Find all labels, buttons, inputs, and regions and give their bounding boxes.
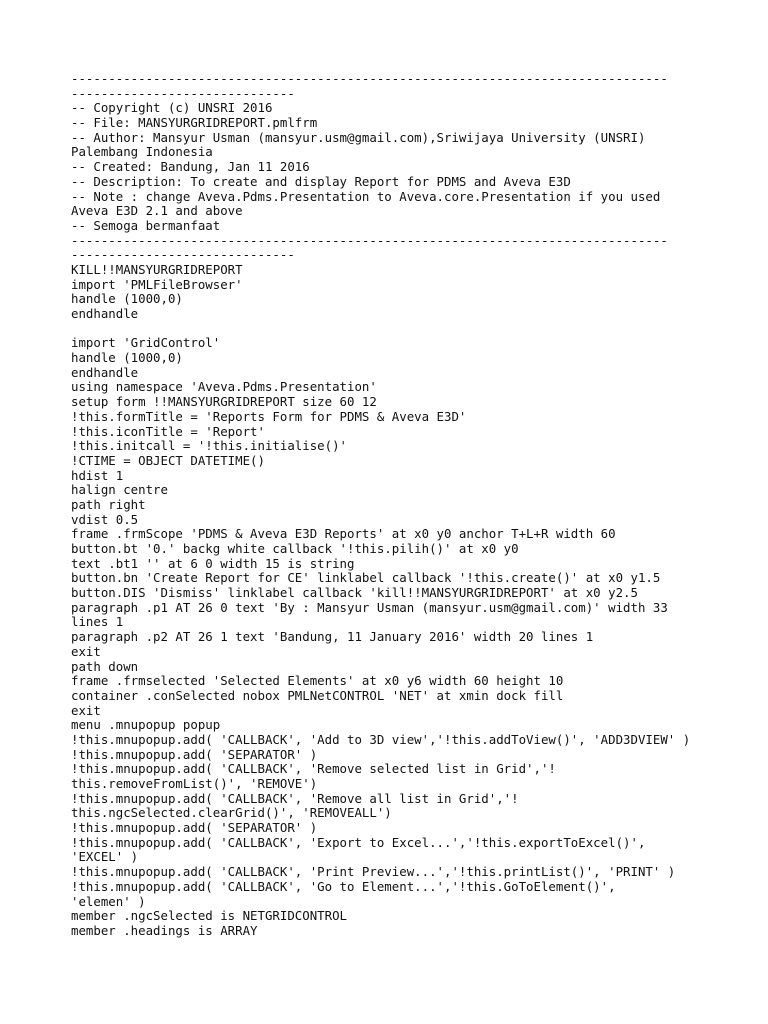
- code-line: frame .frmselected 'Selected Elements' at x0 y6 width 60 height 10: [71, 673, 564, 689]
- code-line: !this.mnupopup.add( 'CALLBACK', 'Export to Excel...','!this.exportToExcel()',: [71, 834, 646, 850]
- code-line: endhandle: [71, 364, 139, 380]
- code-line: halign centre: [71, 482, 168, 498]
- code-line: -- Description: To create and display Report for PDMS and Aveva E3D: [71, 173, 571, 189]
- code-line: path right: [71, 496, 146, 512]
- code-line: !this.mnupopup.add( 'CALLBACK', 'Add to 3D view','!this.addToView()', 'ADD3DVIEW' ): [71, 731, 691, 747]
- code-line: this.ngcSelected.clearGrid()', 'REMOVEALL'): [71, 805, 392, 821]
- code-line: import 'PMLFileBrowser': [71, 276, 243, 292]
- code-line: !CTIME = OBJECT DATETIME(): [71, 452, 265, 468]
- code-line: !this.mnupopup.add( 'CALLBACK', 'Go to Element...','!this.GoToElement()',: [71, 878, 616, 894]
- code-line: paragraph .p2 AT 26 1 text 'Bandung, 11 January 2016' width 20 lines 1: [71, 629, 594, 645]
- code-line: endhandle: [71, 306, 139, 321]
- code-line: button.bt '0.' backg white callback '!this.pilih()' at x0 y0: [71, 541, 519, 556]
- code-line: -- File: MANSYURGRIDREPORT.pmlfrm: [71, 115, 318, 131]
- code-line: Palembang Indonesia: [71, 144, 213, 160]
- code-line: hdist 1: [71, 467, 124, 483]
- code-line: exit: [71, 702, 101, 718]
- code-line: ------------------------------: [71, 247, 295, 263]
- code-line: --------------------------------------------------------------------------------: [71, 71, 668, 86]
- code-line: 'EXCEL' ): [71, 849, 139, 865]
- code-line: ------------------------------: [71, 85, 295, 101]
- code-line: path down: [71, 658, 139, 674]
- code-line: setup form !!MANSYURGRIDREPORT size 60 12: [71, 394, 377, 410]
- code-line: exit: [71, 643, 101, 659]
- code-line: !this.mnupopup.add( 'CALLBACK', 'Remove all list in Grid','!: [71, 790, 519, 806]
- code-line: member .headings is ARRAY: [71, 922, 258, 938]
- code-line: button.DIS 'Dismiss' linklabel callback 'kill!!MANSYURGRIDREPORT' at x0 y2.5: [71, 585, 638, 601]
- code-line: KILL!!MANSYURGRIDREPORT: [71, 261, 243, 277]
- code-line: member .ngcSelected is NETGRIDCONTROL: [71, 908, 348, 924]
- code-line: container .conSelected nobox PMLNetCONTROL 'NET' at xmin dock fill: [71, 687, 564, 703]
- code-line: menu .mnupopup popup: [71, 717, 221, 733]
- code-line: handle (1000,0): [71, 291, 183, 307]
- code-line: !this.mnupopup.add( 'CALLBACK', 'Remove selected list in Grid','!: [71, 761, 556, 777]
- code-line: --------------------------------------------------------------------------------: [71, 232, 668, 248]
- code-line: !this.mnupopup.add( 'CALLBACK', 'Print Preview...','!this.printList()', 'PRINT' ): [71, 864, 676, 880]
- code-listing: [71, 72, 711, 939]
- code-line: !this.mnupopup.add( 'SEPARATOR' ): [71, 820, 318, 836]
- code-line: using namespace 'Aveva.Pdms.Presentation': [71, 379, 377, 395]
- code-line: vdist 0.5: [71, 511, 139, 527]
- code-line: !this.iconTitle = 'Report': [71, 423, 265, 439]
- code-line: -- Created: Bandung, Jan 11 2016: [71, 159, 310, 175]
- code-line: -- Author: Mansyur Usman (mansyur.usm@gmail.com),Sriwijaya University (UNSRI): [71, 129, 646, 145]
- code-line: frame .frmScope 'PDMS & Aveva E3D Reports' at x0 y0 anchor T+L+R width 60: [71, 526, 616, 542]
- code-line: paragraph .p1 AT 26 0 text 'By : Mansyur Usman (mansyur.usm@gmail.com)' width 33: [71, 599, 668, 615]
- code-line: text .bt1 '' at 6 0 width 15 is string: [71, 555, 355, 571]
- code-line: -- Note : change Aveva.Pdms.Presentation to Aveva.core.Presentation if you used: [71, 188, 661, 204]
- code-line: lines 1: [71, 614, 124, 630]
- code-line: handle (1000,0): [71, 350, 183, 366]
- code-line: button.bn 'Create Report for CE' linklabel callback '!this.create()' at x0 y1.5: [71, 570, 661, 586]
- code-line: !this.initcall = '!this.initialise()': [71, 438, 348, 454]
- code-line: 'elemen' ): [71, 893, 146, 909]
- code-line: Aveva E3D 2.1 and above: [71, 203, 243, 219]
- code-line: import 'GridControl': [71, 335, 221, 351]
- code-line: -- Semoga bermanfaat: [71, 217, 221, 233]
- code-line: [71, 322, 711, 337]
- code-line: !this.formTitle = 'Reports Form for PDMS & Aveva E3D': [71, 408, 467, 424]
- code-line: -- Copyright (c) UNSRI 2016: [71, 100, 273, 116]
- code-line: !this.mnupopup.add( 'SEPARATOR' ): [71, 746, 318, 762]
- code-line: this.removeFromList()', 'REMOVE'): [71, 776, 318, 791]
